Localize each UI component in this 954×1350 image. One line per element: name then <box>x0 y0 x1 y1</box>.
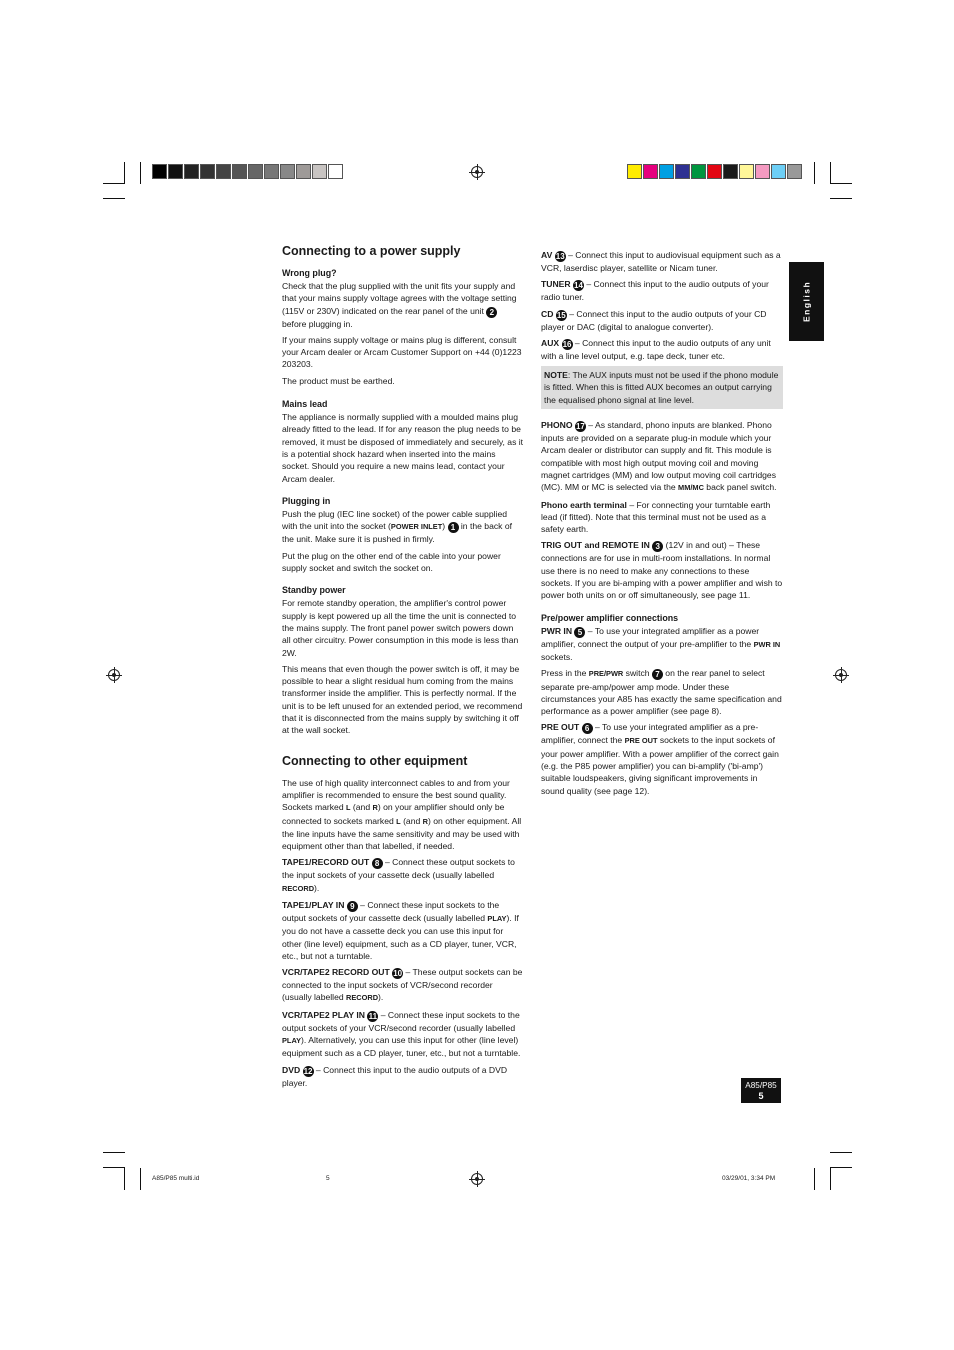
callout-number-icon: 13 <box>555 252 565 261</box>
paragraph <box>541 419 783 494</box>
text: – Connect this input to audiovisual equipment such as a VCR, laserdisc player, satellite or Nicam tuner. <box>541 250 781 273</box>
callout-number-icon: 8 <box>372 858 383 869</box>
callout-number-icon: 17 <box>575 422 585 432</box>
text: ). <box>378 992 384 1003</box>
socket-label: PRE OUT <box>624 736 658 746</box>
paragraph <box>541 539 783 601</box>
color-swatch <box>312 164 327 179</box>
text: in the back of the unit. Make sure it is pushed in firmly. <box>282 521 513 545</box>
color-swatch <box>264 164 279 179</box>
socket-label: PLAY <box>487 913 507 923</box>
color-swatch <box>627 164 642 179</box>
callout-number-icon: 3 <box>652 541 663 552</box>
paragraph: Put the plug on the other end of the cable into your power supply socket and switch the socket on. <box>282 550 501 574</box>
right-column <box>541 249 783 801</box>
color-swatch <box>296 164 311 179</box>
crop-mark <box>830 1168 831 1190</box>
subheading-pre-power: Pre/power amplifier connections <box>541 612 679 623</box>
text: Push the plug (IEC line socket) of the power cable supplied with the unit into the socket ( <box>282 508 507 532</box>
term: TAPE1/PLAY IN <box>282 899 345 910</box>
color-swatch <box>232 164 247 179</box>
text: ). <box>314 882 320 893</box>
callout-number-icon: 11 <box>368 1011 378 1021</box>
footer-date: 03/29/01, 3:34 PM <box>722 1175 776 1182</box>
term: PRE OUT <box>541 722 580 733</box>
text: – Connect this input to the audio outputs of your CD player or DAC (digital to analogue converter). <box>541 308 767 332</box>
text: ) on your amplifier should only be connected to sockets marked <box>282 802 505 826</box>
paragraph <box>282 966 524 1005</box>
term: AUX <box>541 337 560 348</box>
color-swatch <box>280 164 295 179</box>
socket-label: RECORD <box>346 993 379 1003</box>
socket-label: L <box>346 803 351 813</box>
crop-mark <box>124 1168 125 1190</box>
crop-mark <box>830 183 852 184</box>
callout-number-icon: 1 <box>448 522 459 533</box>
color-swatch <box>787 164 802 179</box>
term: PHONO <box>541 420 573 431</box>
color-swatch <box>707 164 722 179</box>
color-swatch <box>328 164 343 179</box>
paragraph: For remote standby operation, the amplifier's control power supply is kept powered up all the time the unit is connected to the mains supply. The front panel power switch powers down all other circuitry. Power consumption in this mode is less than 2W. <box>282 598 519 658</box>
paragraph <box>541 278 783 303</box>
socket-label: PLAY <box>282 1036 302 1046</box>
subheading-standby-power: Standby power <box>282 585 346 596</box>
note-label: NOTE <box>544 370 568 381</box>
paragraph <box>541 667 783 717</box>
crop-mark <box>814 162 815 184</box>
crop-mark <box>830 1167 852 1168</box>
socket-label: RECORD <box>282 883 315 893</box>
term: AV <box>541 250 553 260</box>
crop-mark <box>140 1168 141 1190</box>
section-heading-power: Connecting to a power supply <box>282 244 461 258</box>
callout-number-icon: 6 <box>582 723 593 734</box>
crop-mark <box>814 1168 815 1190</box>
paragraph: The product must be earthed. <box>282 375 395 386</box>
gray-calibration-bar <box>152 164 344 179</box>
text: – To use your integrated amplifier as a power amplifier, connect the output of your pre-amplifier to the <box>541 625 760 649</box>
callout-number-icon: 14 <box>574 281 583 291</box>
text: – Connect these input sockets to the output sockets of your cassette deck (usually labelled <box>282 899 500 923</box>
term: Phono earth terminal <box>541 499 627 510</box>
color-swatch <box>723 164 738 179</box>
text: – Connect these output sockets to the input sockets of your cassette deck (usually labelled <box>282 857 515 881</box>
subheading-mains-lead: Mains lead <box>282 399 328 410</box>
paragraph <box>282 1064 524 1089</box>
text: – Connect this input to the audio outputs of any unit with a line level output, e.g. tape deck, tuner etc. <box>541 337 771 361</box>
text: – Connect this input to the audio outputs of your radio tuner. <box>541 279 769 303</box>
term: VCR/TAPE2 PLAY IN <box>282 1009 365 1020</box>
text: The use of high quality interconnect cables to and from your amplifier is recommended to ensure the best sound quality. Sockets marked <box>282 777 510 813</box>
paragraph <box>541 249 783 274</box>
text: (12V in and out) – These connections are for use in multi-room installations. In normal use there is no need to make any connections to these sockets. If you are bi-amping with a power amplifier and wish to power both units on or off simultaneously, see page 11. <box>541 540 783 601</box>
color-swatch <box>200 164 215 179</box>
paragraph <box>541 499 783 536</box>
paragraph <box>282 280 524 330</box>
registration-mark-icon <box>471 166 483 178</box>
color-swatch <box>248 164 263 179</box>
text: – To use your integrated amplifier as a pre-amplifier, connect the <box>541 722 759 746</box>
color-swatch <box>152 164 167 179</box>
socket-label: PWR IN <box>753 639 781 649</box>
text: ) on other equipment. All the line inputs have the same sensitivity and may be used with equipment other than that labelled, if needed. <box>282 815 522 852</box>
callout-number-icon: 9 <box>347 901 358 912</box>
model-label: A85/P85 <box>745 1081 777 1090</box>
term: DVD <box>282 1064 301 1075</box>
term: CD <box>541 308 554 319</box>
callout-number-icon: 7 <box>652 669 663 680</box>
text: (and <box>400 815 423 826</box>
text: on the rear panel to select separate pre-amp/power amp mode. Under these circumstances your A85 has exactly the same specification and performance as a power amplifier (see page 8). <box>541 668 782 717</box>
text: sockets to the input sockets of your power amplifier. With a power amplifier of the correct gain (e.g. the P85 power amplifier) you can bi-amplify ('bi-amp') suitable loudspeakers, giving significant improvements in sound quality (see page 12). <box>541 735 779 796</box>
callout-number-icon: 10 <box>393 969 403 979</box>
callout-number-icon: 5 <box>574 627 585 638</box>
paragraph <box>541 337 783 362</box>
section-heading-other-equipment: Connecting to other equipment <box>282 753 468 768</box>
paragraph <box>282 777 524 853</box>
paragraph <box>282 508 524 546</box>
socket-label: R <box>422 816 429 826</box>
registration-mark-icon <box>108 669 120 681</box>
paragraph <box>282 899 524 962</box>
paragraph: The appliance is normally supplied with a moulded mains plug already fitted to the lead. If for any reason the plug needs to be removed, it must be disposed of immediately and securely, as it is a potential shock hazard when inserted into the mains socket. Should you require a new mains lead, contact your Arcam dealer. <box>282 412 524 484</box>
color-swatch <box>184 164 199 179</box>
paragraph <box>541 721 783 796</box>
page-number: 5 <box>758 1091 764 1101</box>
crop-mark <box>103 1152 125 1153</box>
text: ). Alternatively, you can use this input for other (line level) equipment such as a CD player, tuner, etc., but not a turntable. <box>282 1035 521 1059</box>
text: – Connect these input sockets to the output sockets of your VCR/second recorder (usually labelled <box>282 1009 520 1033</box>
callout-number-icon: 2 <box>486 307 497 318</box>
text: switch <box>623 668 652 679</box>
text: (and <box>350 802 373 813</box>
paragraph: If your mains supply voltage or mains plug is different, consult your Arcam dealer or Arcam Customer Support on +44 (0)1223 203203. <box>282 334 522 370</box>
callout-number-icon: 16 <box>562 339 572 349</box>
paragraph: This means that even though the power switch is off, it may be possible to hear a slight residual hum coming from the mains transformer inside the amplifier. This is perfectly normal. If the unit is to be left unused for an extended period, we recommend that it is disconnected from the mains supply by switching it off at the wall socket. <box>282 663 523 736</box>
process-color-bar <box>627 164 803 179</box>
text: Check that the plug supplied with the unit fits your supply and that your mains supply voltage agrees with the voltage setting (115V or 230V) indicated on the rear panel of the unit <box>282 281 517 316</box>
paragraph <box>282 1009 524 1060</box>
crop-mark <box>830 1152 852 1153</box>
callout-number-icon: 15 <box>556 310 566 320</box>
color-swatch <box>771 164 786 179</box>
color-swatch <box>216 164 231 179</box>
language-tab-label: English <box>801 280 812 323</box>
color-swatch <box>755 164 770 179</box>
color-swatch <box>675 164 690 179</box>
registration-mark-icon <box>471 1173 483 1185</box>
text: back panel switch. <box>703 482 777 493</box>
subheading-plugging-in: Plugging in <box>282 495 331 506</box>
color-swatch <box>168 164 183 179</box>
term: TRIG OUT and REMOTE IN <box>541 540 650 551</box>
footer-page: 5 <box>326 1175 330 1182</box>
crop-mark <box>103 1167 125 1168</box>
left-column <box>282 244 524 1093</box>
paragraph <box>541 308 783 333</box>
term: TAPE1/RECORD OUT <box>282 857 370 868</box>
socket-label: R <box>372 803 378 813</box>
crop-mark <box>124 162 125 184</box>
text: – As standard, phono inputs are blanked. Phono inputs are provided on a separate plug-in module which your Arcam dealer or distributor can supply and fit. This module is compatible with most high output moving coil and moving magnet cartridges (MM) and low output moving coil cartridges (MC). MM or MC is selected via the <box>541 420 776 493</box>
socket-label: POWER INLET <box>390 522 443 532</box>
term: VCR/TAPE2 RECORD OUT <box>282 967 390 978</box>
paragraph <box>282 856 524 895</box>
crop-mark <box>103 198 125 199</box>
text: – Connect this input to the audio outputs of a DVD player. <box>282 1064 508 1088</box>
color-swatch <box>691 164 706 179</box>
note-box <box>541 366 783 409</box>
socket-label: L <box>396 816 401 826</box>
text: ). If you do not have a cassette deck you can use this input for other (line level) equipment, such as a CD player, tuner, VCR, etc., but not a turntable. <box>282 912 519 961</box>
color-swatch <box>643 164 658 179</box>
crop-mark <box>830 198 852 199</box>
text: – These output sockets can be connected to the input sockets of VCR/second recorder (usually labelled <box>282 967 523 1003</box>
note-text: : The AUX inputs must not be used if the phono module is fitted. When this is fitted AUX becomes an output carrying the equalised phono signal at line level. <box>544 370 779 405</box>
color-swatch <box>659 164 674 179</box>
text: before plugging in. <box>282 318 353 329</box>
paragraph <box>541 625 783 664</box>
text: ) <box>442 521 448 532</box>
language-tab <box>789 262 824 341</box>
socket-label: PRE/PWR <box>588 669 624 679</box>
text: – For connecting your turntable earth lead (if fitted). Note that this terminal must not be used as a safety earth. <box>541 499 771 535</box>
text: Press in the <box>541 668 589 679</box>
term: TUNER <box>541 279 571 290</box>
page-number-box <box>741 1078 781 1103</box>
socket-label: MM/MC <box>678 483 704 493</box>
text: sockets. <box>541 651 573 662</box>
registration-mark-icon <box>835 669 847 681</box>
subheading-wrong-plug: Wrong plug? <box>282 268 337 278</box>
color-swatch <box>739 164 754 179</box>
crop-mark <box>830 162 831 184</box>
crop-mark <box>103 183 125 184</box>
footer-file: A85/P85 multi.id <box>152 1175 200 1182</box>
crop-mark <box>140 162 141 184</box>
term: PWR IN <box>541 625 573 636</box>
callout-number-icon: 12 <box>303 1066 313 1076</box>
